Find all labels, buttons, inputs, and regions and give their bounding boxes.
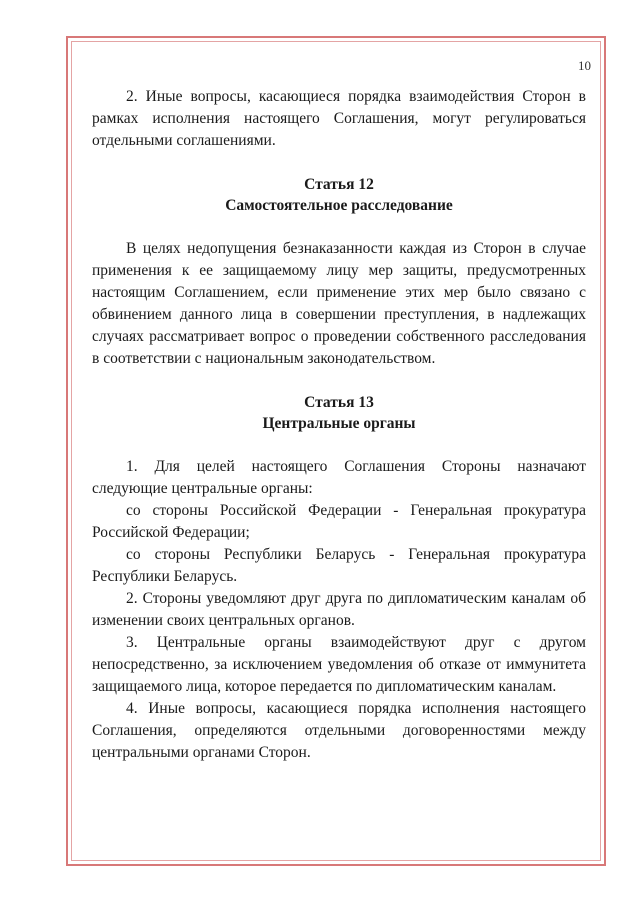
- article-13-paragraph-1: 1. Для целей настоящего Соглашения Стороны назначают следующие центральные органы:: [92, 458, 586, 497]
- document-body: [92, 86, 586, 764]
- intro-paragraph: 2. Иные вопросы, касающиеся порядка взаимодействия Сторон в рамках исполнения настоящего Соглашения, могут регулироваться отдельными соглашениями.: [92, 88, 586, 149]
- article-12: [92, 174, 586, 370]
- article-13-title: Центральные органы: [262, 415, 416, 432]
- article-12-paragraph: В целях недопущения безнаказанности каждая из Сторон в случае применения к ее защищаемому лицу мер защиты, предусмотренных настоящим Соглашением, если применение этих мер было связано с обвинением данного лица в совершении преступления, в надлежащих случаях рассматривает вопрос о проведении собственного расследования в соответствии с национальным законодательством.: [92, 240, 586, 367]
- article-13-paragraph-3: 3. Центральные органы взаимодействуют друг с другом непосредственно, за исключением уведомления об отказе от иммунитета защищаемого лица, которое передается по дипломатическим каналам.: [92, 634, 586, 695]
- article-13-number: Статья 13: [304, 394, 374, 411]
- article-13-paragraph-2: 2. Стороны уведомляют друг друга по дипломатическим каналам об изменении своих центральных органов.: [92, 590, 586, 629]
- article-13: [92, 392, 586, 764]
- article-12-number: Статья 12: [304, 176, 374, 193]
- article-13-paragraph-by: со стороны Республики Беларусь - Генеральная прокуратура Республики Беларусь.: [92, 546, 586, 585]
- article-12-title: Самостоятельное расследование: [225, 197, 453, 214]
- page-number: 10: [578, 58, 591, 73]
- article-13-paragraph-4: 4. Иные вопросы, касающиеся порядка исполнения настоящего Соглашения, определяются отдельными договоренностями между центральными органами Сторон.: [92, 700, 586, 761]
- article-13-paragraph-ru: со стороны Российской Федерации - Генеральная прокуратура Российской Федерации;: [92, 502, 586, 541]
